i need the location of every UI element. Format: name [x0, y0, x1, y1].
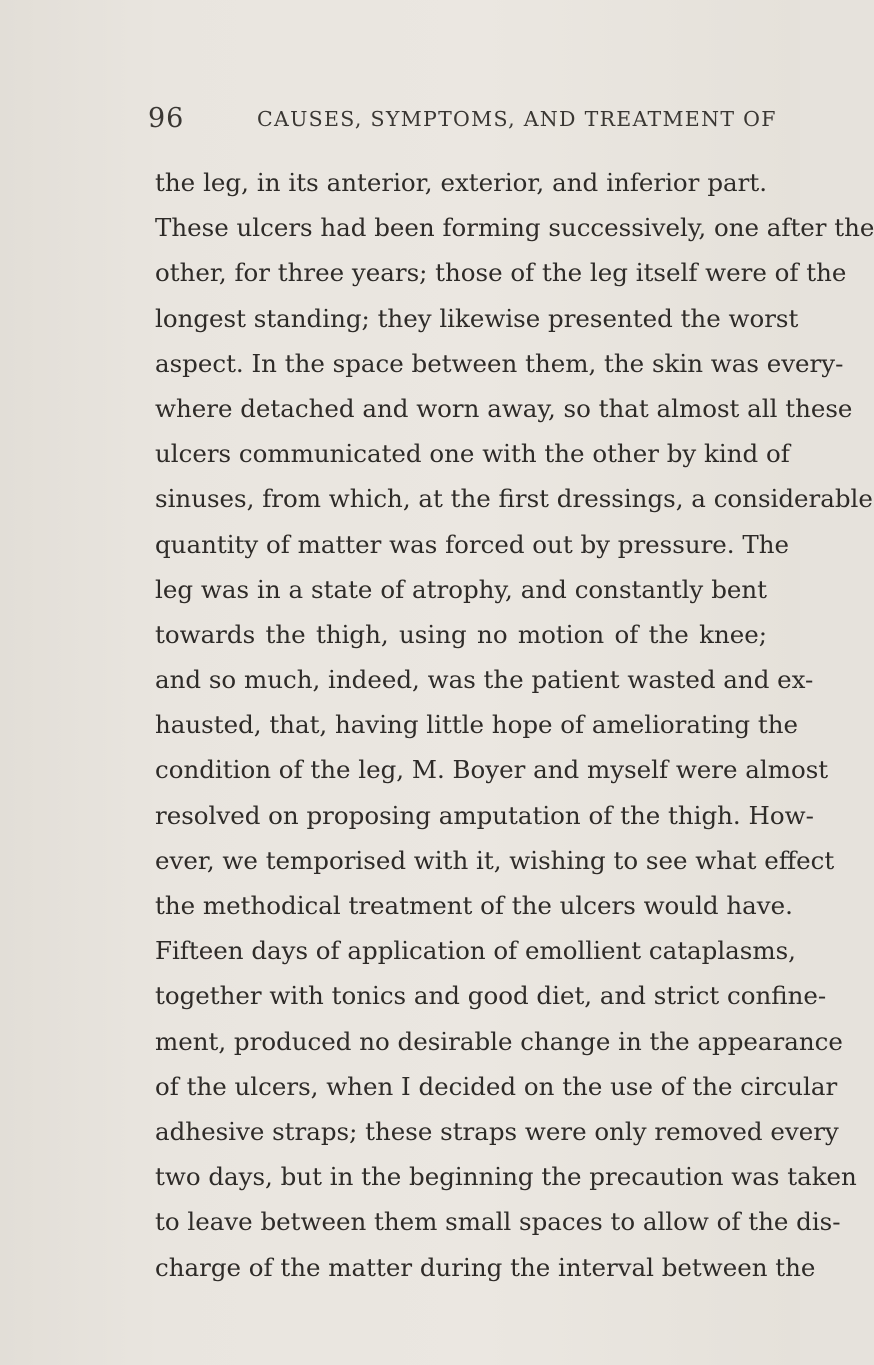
- text-line: towards the thigh, using no motion of the knee;: [155, 619, 767, 649]
- text-line: Fifteen days of application of emollient cataplasms,: [155, 936, 796, 966]
- text-line: sinuses, from which, at the first dressings, a considerable: [155, 484, 873, 514]
- text-line: the leg, in its anterior, exterior, and inferior part.: [155, 168, 767, 197]
- text-line: other, for three years; those of the leg itself were of the: [155, 258, 847, 288]
- text-line: where detached and worn away, so that almost all these: [155, 393, 853, 423]
- text-line: and so much, indeed, was the patient wasted and ex-: [155, 665, 814, 695]
- text-line: two days, but in the beginning the precaution was taken: [155, 1162, 857, 1192]
- text-line: These ulcers had been forming successively, one after the: [155, 213, 874, 243]
- text-line: the methodical treatment of the ulcers would have.: [155, 891, 793, 920]
- text-line: ment, produced no desirable change in the appearance: [155, 1026, 843, 1056]
- page-number: 96: [148, 103, 185, 134]
- text-line: together with tonics and good diet, and strict confine-: [155, 981, 827, 1011]
- text-line: ulcers communicated one with the other by kind of: [155, 439, 790, 469]
- text-line: of the ulcers, when I decided on the use of the circular: [155, 1071, 838, 1101]
- text-line: quantity of matter was forced out by pressure. The: [155, 529, 789, 559]
- body-text: [155, 160, 874, 1290]
- text-line: ever, we temporised with it, wishing to see what effect: [155, 845, 835, 875]
- text-line: resolved on proposing amputation of the thigh. How-: [155, 800, 814, 830]
- text-line: to leave between them small spaces to allow of the dis-: [155, 1207, 841, 1237]
- text-line: condition of the leg, M. Boyer and myself were almost: [155, 755, 829, 785]
- text-line: leg was in a state of atrophy, and constantly bent: [155, 574, 767, 604]
- text-line: charge of the matter during the interval between the: [155, 1252, 816, 1282]
- running-head: CAUSES, SYMPTOMS, AND TREATMENT OF: [257, 107, 777, 131]
- text-line: aspect. In the space between them, the skin was every-: [155, 348, 844, 378]
- text-line: hausted, that, having little hope of ameliorating the: [155, 710, 799, 740]
- text-line: longest standing; they likewise presented the worst: [155, 303, 799, 333]
- text-line: adhesive straps; these straps were only removed every: [155, 1116, 839, 1146]
- page-header: [0, 103, 800, 143]
